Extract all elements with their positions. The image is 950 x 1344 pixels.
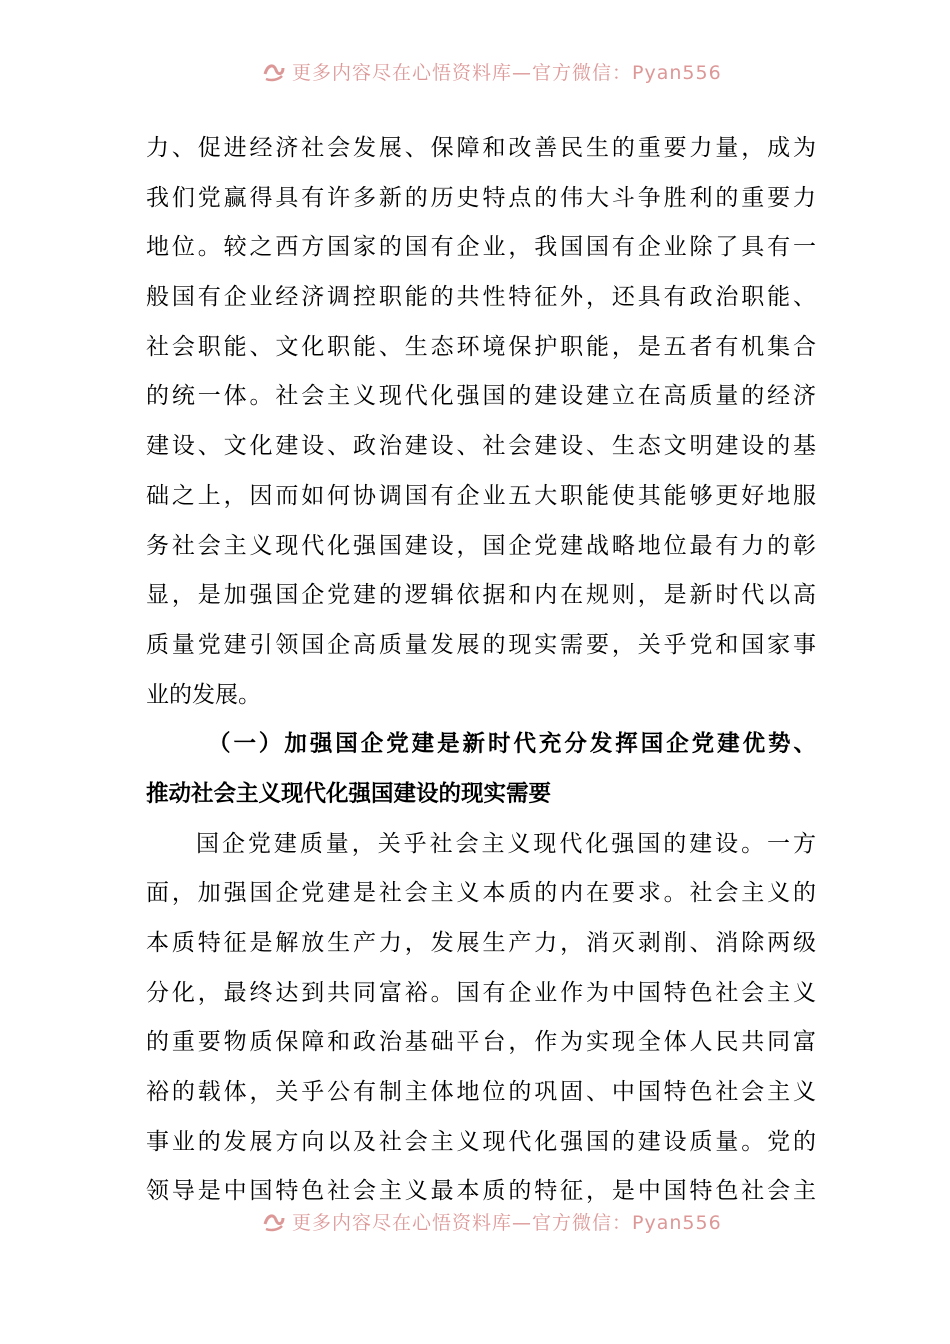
text-line: 分化，最终达到共同富裕。国有企业作为中国特色社会主义 xyxy=(146,979,816,1006)
stylized-wave-logo-icon xyxy=(262,60,286,82)
stylized-wave-logo-icon xyxy=(262,1210,286,1232)
text-line: 质量党建引领国企高质量发展的现实需要，关乎党和国家事 xyxy=(146,631,816,658)
text-line: 地位。较之西方国家的国有企业，我国国有企业除了具有一 xyxy=(146,234,816,261)
text-line: 面，加强国企党建是社会主义本质的内在要求。社会主义的 xyxy=(146,880,816,907)
text-line: 建设、文化建设、政治建设、社会建设、生态文明建设的基 xyxy=(146,433,816,460)
text-line: 业的发展。 xyxy=(146,681,261,708)
header-watermark xyxy=(262,58,722,84)
text-line: 本质特征是解放生产力，发展生产力，消灭剥削、消除两级 xyxy=(146,930,816,956)
header-watermark-text: 更多内容尽在心悟资料库—官方微信：Pyan556 xyxy=(292,61,722,84)
text-line: 事业的发展方向以及社会主义现代化强国的建设质量。党的 xyxy=(146,1128,816,1155)
text-line: 力、促进经济社会发展、保障和改善民生的重要力量，成为 xyxy=(146,135,816,161)
text-line: 础之上，因而如何协调国有企业五大职能使其能够更好地服 xyxy=(146,482,816,509)
text-line: 的统一体。社会主义现代化强国的建设建立在高质量的经济 xyxy=(146,383,816,410)
section-heading: （一）加强国企党建是新时代充分发挥国企党建优势、 xyxy=(208,731,816,758)
section-heading: 推动社会主义现代化强国建设的现实需要 xyxy=(146,780,552,807)
text-line: 般国有企业经济调控职能的共性特征外，还具有政治职能、 xyxy=(146,284,816,311)
body-text xyxy=(146,124,816,1217)
text-line: 的重要物质保障和政治基础平台，作为实现全体人民共同富 xyxy=(146,1029,816,1056)
text-line: 国企党建质量，关乎社会主义现代化强国的建设。一方 xyxy=(196,830,816,857)
footer-watermark-text: 更多内容尽在心悟资料库—官方微信：Pyan556 xyxy=(292,1211,722,1234)
text-line: 领导是中国特色社会主义最本质的特征，是中国特色社会主 xyxy=(146,1178,816,1205)
text-line: 务社会主义现代化强国建设，国企党建战略地位最有力的彰 xyxy=(146,532,816,559)
footer-watermark xyxy=(262,1208,722,1234)
text-line: 我们党赢得具有许多新的历史特点的伟大斗争胜利的重要力 xyxy=(146,184,816,211)
text-line: 社会职能、文化职能、生态环境保护职能，是五者有机集合 xyxy=(146,333,816,360)
text-line: 显，是加强国企党建的逻辑依据和内在规则，是新时代以高 xyxy=(146,582,816,609)
text-line: 裕的载体，关乎公有制主体地位的巩固、中国特色社会主义 xyxy=(146,1079,816,1106)
